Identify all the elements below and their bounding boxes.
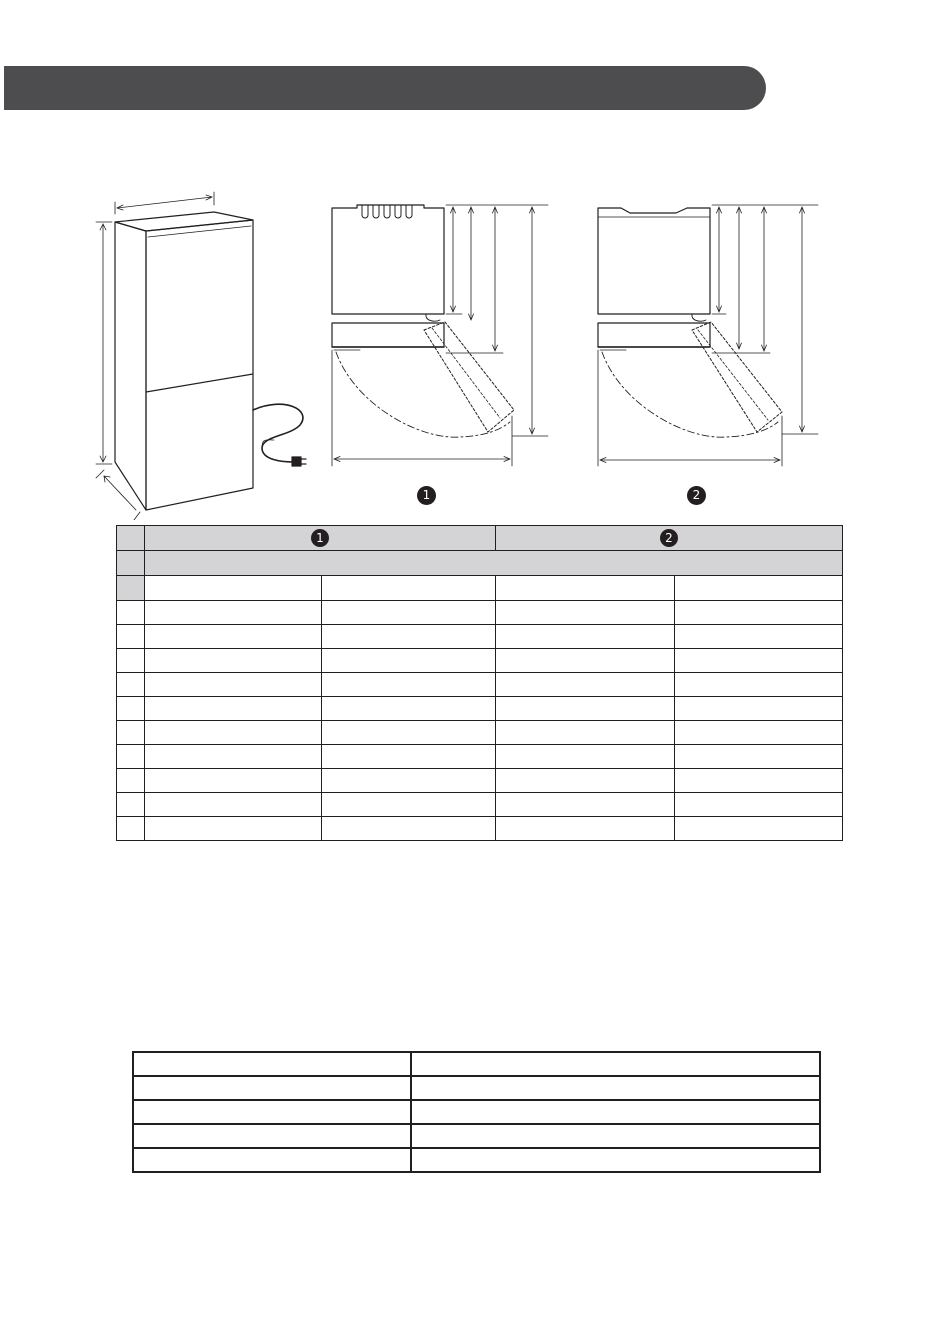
table-cell: [675, 625, 843, 649]
table-cell: [145, 721, 322, 745]
table-cell: [322, 697, 496, 721]
table-cell: [145, 817, 322, 841]
table-cell: [496, 817, 675, 841]
table-cell: [322, 721, 496, 745]
table-cell: [675, 601, 843, 625]
table-cell: [145, 673, 322, 697]
table-cell: [496, 793, 675, 817]
table-cell: [675, 817, 843, 841]
table-cell: [145, 745, 322, 769]
table-cell: [133, 1100, 411, 1124]
table-cell: [496, 576, 675, 601]
figure-1-badge: [417, 484, 436, 505]
table-cell: [117, 817, 145, 841]
table-header-cell-2: [496, 526, 843, 551]
table-row: [117, 673, 843, 697]
clearance-table: [132, 1051, 821, 1173]
table-cell: [133, 1148, 411, 1172]
table-row: [133, 1100, 820, 1124]
table-cell: [145, 697, 322, 721]
table-cell: [145, 551, 843, 576]
table-row: [133, 1148, 820, 1172]
header-badge-2: 2: [660, 529, 678, 547]
table-cell: [496, 697, 675, 721]
table-cell: [322, 745, 496, 769]
table-cell: [675, 576, 843, 601]
table-cell: [496, 625, 675, 649]
table-cell: [411, 1052, 820, 1076]
table-cell: [145, 793, 322, 817]
figure-2-label: 2: [687, 486, 706, 505]
table-row: [117, 625, 843, 649]
top-view-door-swing-2: [598, 205, 818, 466]
table-column-header-row: [117, 576, 843, 601]
table-cell: [322, 769, 496, 793]
table-cell: [117, 601, 145, 625]
table-row: [117, 601, 843, 625]
table-cell: [675, 697, 843, 721]
table-cell: [496, 721, 675, 745]
dimension-spec-table: [116, 525, 843, 841]
table-cell: [145, 576, 322, 601]
table-cell: [411, 1076, 820, 1100]
table-cell: [496, 673, 675, 697]
table-cell: [411, 1100, 820, 1124]
table-cell: [675, 745, 843, 769]
table-cell: [145, 769, 322, 793]
table-header-cell-1: [145, 526, 496, 551]
table-cell: [145, 625, 322, 649]
figure-2-badge: [687, 484, 706, 505]
table-cell: [117, 576, 145, 601]
table-cell: [675, 769, 843, 793]
table-row: [117, 769, 843, 793]
top-view-door-swing-1: [332, 205, 548, 466]
table-cell: [322, 601, 496, 625]
table-cell: [411, 1148, 820, 1172]
table-cell: [675, 721, 843, 745]
table-cell: [322, 793, 496, 817]
table-cell: [322, 673, 496, 697]
figure-1-label: 1: [417, 486, 436, 505]
header-badge-1: 1: [311, 529, 329, 547]
table-header-row: [117, 526, 843, 551]
table-row: [117, 649, 843, 673]
table-subheader-row: [117, 551, 843, 576]
table-row: [117, 697, 843, 721]
table-row: [117, 817, 843, 841]
table-cell: [133, 1124, 411, 1148]
table-cell: [322, 649, 496, 673]
table-cell: [133, 1052, 411, 1076]
table-row: [117, 793, 843, 817]
table-cell: [496, 601, 675, 625]
table-cell: [496, 745, 675, 769]
table-row: [117, 721, 843, 745]
table-cell: [496, 769, 675, 793]
table-row: [117, 745, 843, 769]
table-cell: [145, 601, 322, 625]
dimension-drawings: [0, 0, 950, 520]
table-cell: [117, 649, 145, 673]
table-cell: [117, 697, 145, 721]
table-cell: [411, 1124, 820, 1148]
table-row: [133, 1076, 820, 1100]
table-cell: [322, 625, 496, 649]
refrigerator-perspective-drawing: [96, 192, 306, 520]
table-cell: [322, 817, 496, 841]
table-cell: [496, 649, 675, 673]
table-cell: [117, 526, 145, 551]
table-cell: [117, 769, 145, 793]
table-cell: [675, 649, 843, 673]
table-cell: [117, 745, 145, 769]
table-cell: [145, 649, 322, 673]
table-cell: [117, 721, 145, 745]
table-cell: [117, 793, 145, 817]
table-cell: [117, 625, 145, 649]
table-cell: [675, 673, 843, 697]
table-cell: [117, 551, 145, 576]
table-cell: [675, 793, 843, 817]
table-cell: [117, 673, 145, 697]
table-row: [133, 1124, 820, 1148]
table-cell: [133, 1076, 411, 1100]
table-row: [133, 1052, 820, 1076]
table-cell: [322, 576, 496, 601]
